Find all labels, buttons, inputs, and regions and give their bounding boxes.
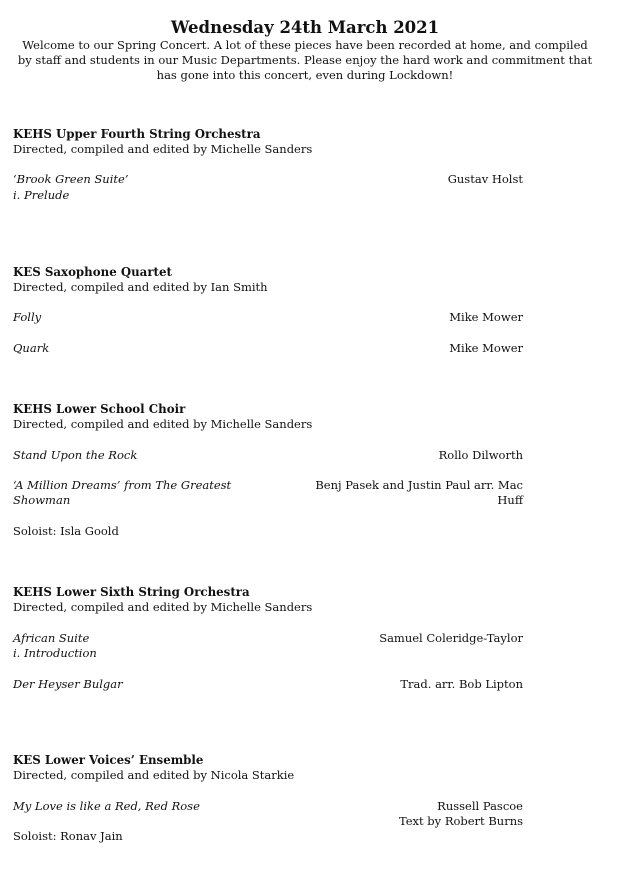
director-credit: Directed, compiled and edited by Ian Smith bbox=[13, 280, 268, 295]
section-upper-fourth-string-orchestra bbox=[13, 127, 523, 203]
page-title: Wednesday 24th March 2021 bbox=[170, 18, 440, 37]
director-credit: Directed, compiled and edited by Michelle Sanders bbox=[13, 417, 313, 432]
piece-title: Quark bbox=[13, 341, 50, 356]
ensemble-name: KES Lower Voices’ Ensemble bbox=[13, 753, 204, 767]
director-credit: Directed, compiled and edited by Michelle Sanders bbox=[13, 142, 313, 157]
piece-movement: i. Introduction bbox=[13, 646, 97, 661]
piece-movement: i. Prelude bbox=[13, 187, 70, 202]
piece-entry bbox=[13, 478, 523, 508]
section-lower-school-choir bbox=[13, 402, 523, 539]
intro-paragraph: Welcome to our Spring Concert. A lot of these pieces have been recorded at home, and compiled by staff and students in our Music Departments. Please enjoy the hard work and commitment that has gone into this concert, even during Lockdown! bbox=[17, 38, 593, 83]
piece-title: ‘Brook Green Suite’ bbox=[13, 172, 129, 187]
piece-entry bbox=[13, 341, 523, 356]
section-saxophone-quartet bbox=[13, 265, 523, 356]
composer: Samuel Coleridge-Taylor bbox=[379, 630, 523, 645]
ensemble-name: KEHS Lower School Choir bbox=[13, 402, 186, 416]
text-credit: Text by Robert Burns bbox=[398, 814, 523, 829]
piece-title: Folly bbox=[13, 310, 42, 325]
section-lower-voices-ensemble bbox=[13, 753, 523, 845]
piece-title: Stand Upon the Rock bbox=[13, 447, 138, 462]
soloist-credit: Soloist: Isla Goold bbox=[13, 524, 119, 539]
soloist-credit: Soloist: Ronav Jain bbox=[13, 829, 123, 844]
director-credit: Directed, compiled and edited by Michelle Sanders bbox=[13, 600, 313, 615]
composer: Russell Pascoe bbox=[437, 798, 523, 813]
composer: Gustav Holst bbox=[447, 172, 523, 187]
composer: Mike Mower bbox=[449, 341, 523, 356]
director-credit: Directed, compiled and edited by Nicola Starkie bbox=[13, 768, 295, 783]
piece-entry bbox=[13, 310, 523, 325]
section-lower-sixth-string-orchestra bbox=[13, 585, 523, 692]
ensemble-name: KEHS Lower Sixth String Orchestra bbox=[13, 585, 250, 599]
piece-entry bbox=[13, 172, 523, 202]
piece-entry bbox=[13, 448, 523, 463]
composer: Rollo Dilworth bbox=[438, 447, 523, 462]
composer: Mike Mower bbox=[449, 310, 523, 325]
ensemble-name: KEHS Upper Fourth String Orchestra bbox=[13, 127, 261, 141]
composer: Benj Pasek and Justin Paul arr. Mac Huff bbox=[315, 478, 523, 508]
piece-entry bbox=[13, 677, 523, 692]
piece-entry bbox=[13, 799, 523, 829]
piece-title: African Suite bbox=[13, 630, 90, 645]
composer: Trad. arr. Bob Lipton bbox=[400, 676, 523, 691]
ensemble-name: KES Saxophone Quartet bbox=[13, 265, 172, 279]
piece-entry bbox=[13, 631, 523, 661]
piece-title: Der Heyser Bulgar bbox=[13, 676, 123, 691]
piece-title: My Love is like a Red, Red Rose bbox=[13, 798, 200, 813]
piece-title: ‘A Million Dreams’ from The Greatest Showman bbox=[13, 478, 232, 508]
